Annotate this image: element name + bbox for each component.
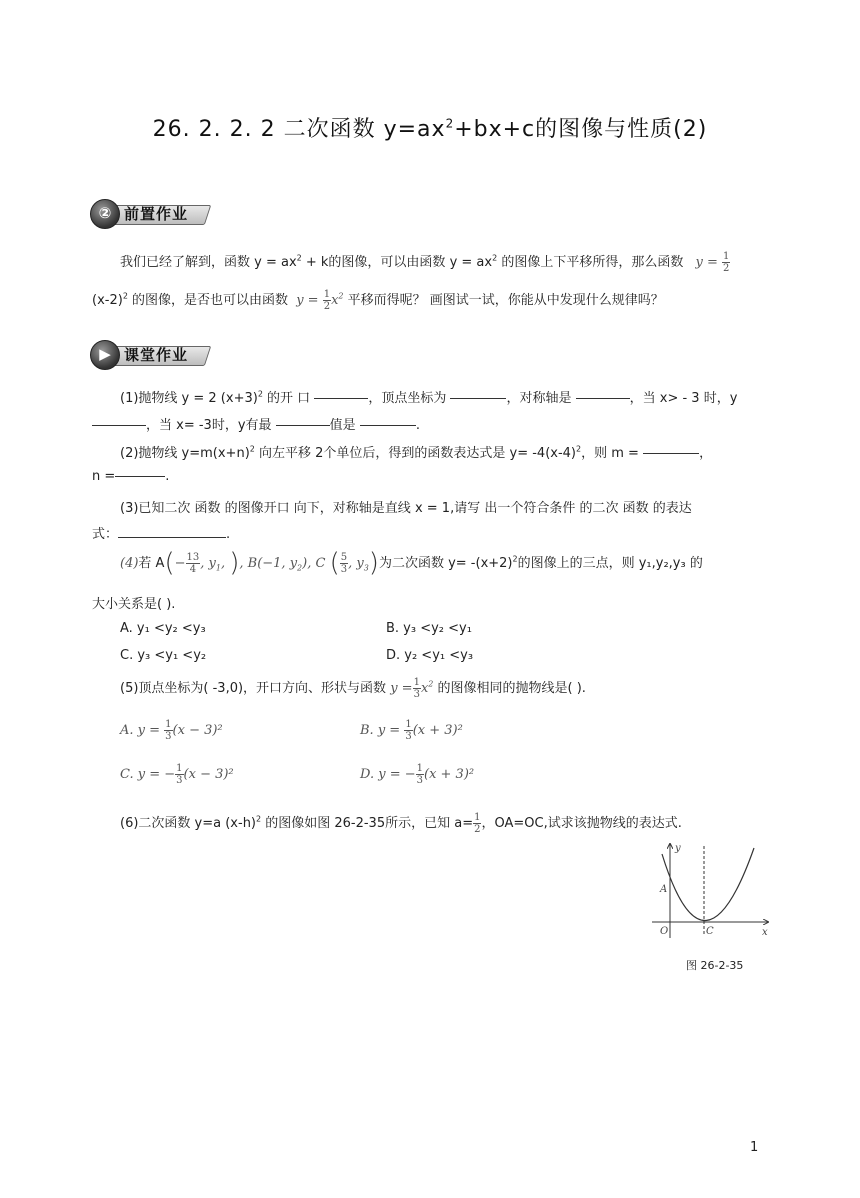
x-axis-label: x: [762, 927, 768, 938]
option-a[interactable]: A. y = $\frac{1}{3}$ (x − 3)²: [120, 719, 223, 742]
answer-blank[interactable]: [314, 398, 368, 399]
play-icon: ▶: [90, 340, 120, 370]
answer-blank[interactable]: [643, 453, 699, 454]
figure-caption: 图 26-2-35: [686, 959, 744, 972]
answer-blank[interactable]: [450, 398, 506, 399]
section-banner-class-work: [90, 339, 208, 369]
page-number: 1: [750, 1140, 759, 1155]
title-suffix: +bx+c的图像与性质(2): [454, 117, 708, 142]
question-4-line-1: (4)若 A(− $\frac{13}{4}$ , $y_1$, ), B(−1, $y_2$), C ( $\frac{5}{3}$ , $y_3$)为二次函数 $y= -(x+2)^2$的图像上的三点，则 y₁,y₂,y₃ 的: [120, 548, 703, 578]
pre-paragraph-line-2: $(x-2)^2$ 的图像，是否也可以由函数 y = $\frac{1}{2}$ $x^2$ 平移而得呢？ 画图试一试，你能从中发现什么规律吗？: [92, 289, 664, 312]
question-2-line-2: n = .: [92, 469, 170, 484]
y-axis-label: y: [675, 843, 681, 854]
banner-badge-icon: ②: [90, 199, 120, 229]
option-d[interactable]: D. y = − $\frac{1}{3}$ (x + 3)²: [360, 763, 475, 786]
question-5-line-1: (5)顶点坐标为( -3,0)，开口方向、形状与函数 y = $\frac{1}{3}$ $x^2$ 的图像相同的抛物线是( ).: [120, 677, 586, 700]
question-2-line-1: (2)抛物线 $y=m(x+n)^2$ 向左平移 2个单位后，得到的函数表达式是 $y= -4(x-4)^2$，则 m = ，: [120, 444, 713, 461]
option-b[interactable]: B. y₃ <y₂ <y₁: [386, 621, 472, 636]
question-1-line-1: (1)抛物线 y = 2 $(x+3)^2$ 的开 口 ，顶点坐标为 ，对称轴是 ，当 x> - 3 时，y: [120, 389, 738, 406]
option-b[interactable]: B. y = $\frac{1}{3}$ (x + 3)²: [360, 719, 463, 742]
answer-blank[interactable]: [276, 425, 330, 426]
page-title: [0, 112, 860, 143]
point-a-label: A: [660, 884, 668, 895]
section-banner-pre-work: [90, 198, 208, 228]
question-3-line-2: 式： .: [92, 527, 231, 542]
point-c-label: C: [706, 926, 714, 937]
option-c[interactable]: C. y = − $\frac{1}{3}$ (x − 3)²: [120, 763, 234, 786]
parabola-curve: [662, 848, 754, 921]
section-label-pre-work: 前置作业: [124, 205, 189, 223]
title-prefix: 26. 2. 2. 2 二次函数 y=ax: [152, 117, 446, 142]
answer-blank[interactable]: [115, 476, 165, 477]
answer-blank[interactable]: [118, 525, 226, 538]
section-label-class-work: 课堂作业: [124, 346, 189, 364]
parabola-figure: [648, 840, 774, 940]
answer-blank[interactable]: [360, 425, 416, 426]
origin-label: O: [660, 926, 669, 937]
option-d[interactable]: D. y₂ <y₁ <y₃: [386, 648, 474, 663]
title-sup: 2: [445, 116, 455, 131]
option-c[interactable]: C. y₃ <y₁ <y₂: [120, 648, 207, 663]
question-6-line-1: (6)二次函数 y=a $(x-h)^2$ 的图像如图 26-2-35所示，已知 a= $\frac{1}{2}$ ，OA=OC,试求该抛物线的表达式.: [120, 812, 682, 835]
question-1-line-2: ，当 x= -3时，y有最 值是 .: [92, 414, 420, 433]
option-a[interactable]: A. y₁ <y₂ <y₃: [120, 621, 206, 636]
question-4-line-2: 大小关系是( ).: [92, 597, 176, 612]
pre-paragraph-line-1: 我们已经了解到，函数 $y = ax^2 + k$的图像，可以由函数 $y = ax^2$ 的图像上下平移所得，那么函数 y = $\frac{1}{2}$: [120, 251, 730, 274]
answer-blank[interactable]: [92, 425, 146, 426]
question-3-line-1: (3)已知二次 函数 的图像开口 向下，对称轴是直线 x = 1,请写 出一个符合条件 的二次 函数 的表达: [120, 501, 692, 516]
fraction-half: $\frac{1}{2}$: [722, 251, 730, 274]
answer-blank[interactable]: [576, 398, 630, 399]
